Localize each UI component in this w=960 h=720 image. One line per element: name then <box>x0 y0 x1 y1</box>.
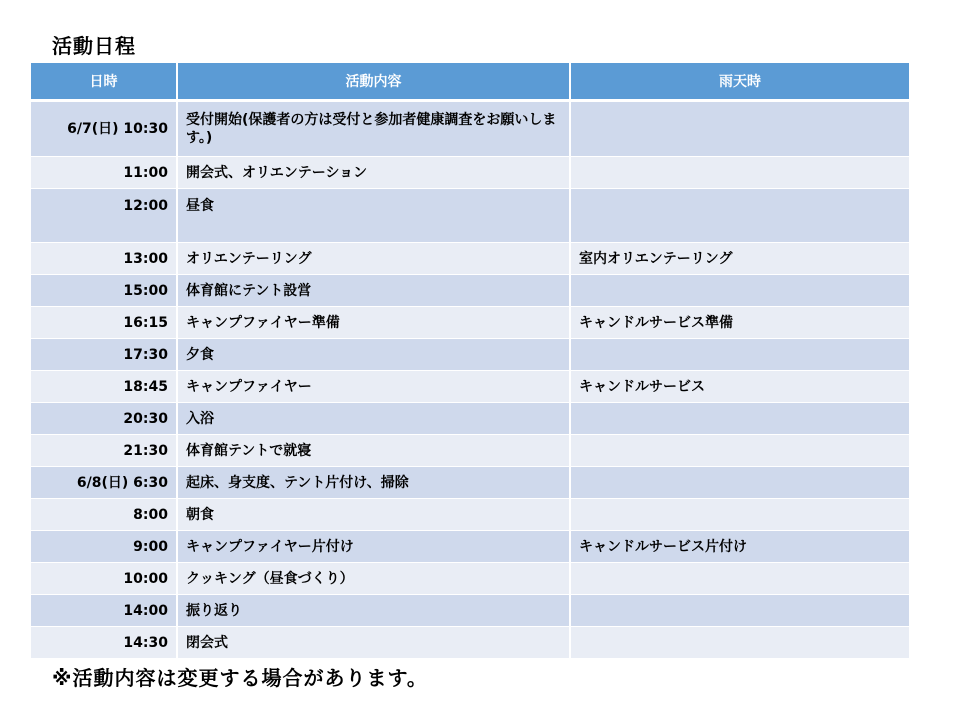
table-row <box>31 403 909 435</box>
cell-time: 13:00 <box>31 243 177 275</box>
cell-activity: 振り返り <box>177 595 570 627</box>
cell-activity: 起床、身支度、テント片付け、掃除 <box>177 467 570 499</box>
cell-rain <box>570 157 909 189</box>
header-activity: 活動内容 <box>177 63 570 101</box>
cell-rain: キャンドルサービス片付け <box>570 531 909 563</box>
table-row <box>31 307 909 339</box>
schedule-table <box>31 63 909 659</box>
cell-rain: キャンドルサービス <box>570 371 909 403</box>
cell-activity: 閉会式 <box>177 627 570 659</box>
cell-rain <box>570 275 909 307</box>
table-row <box>31 189 909 243</box>
cell-rain <box>570 467 909 499</box>
cell-time: 14:30 <box>31 627 177 659</box>
cell-time: 6/7(日) 10:30 <box>31 101 177 157</box>
page-title: 活動日程 <box>52 34 136 58</box>
cell-activity: キャンプファイヤー準備 <box>177 307 570 339</box>
change-notice: ※活動内容は変更する場合があります。 <box>52 666 428 690</box>
table-row <box>31 627 909 659</box>
table-row <box>31 157 909 189</box>
table-row <box>31 371 909 403</box>
cell-rain <box>570 339 909 371</box>
cell-activity: クッキング（昼食づくり） <box>177 563 570 595</box>
cell-time: 6/8(日) 6:30 <box>31 467 177 499</box>
cell-time: 11:00 <box>31 157 177 189</box>
cell-time: 21:30 <box>31 435 177 467</box>
cell-time: 12:00 <box>31 189 177 243</box>
cell-activity: 受付開始(保護者の方は受付と参加者健康調査をお願いします。) <box>177 101 570 157</box>
cell-activity: 夕食 <box>177 339 570 371</box>
table-row <box>31 101 909 157</box>
table-row <box>31 467 909 499</box>
cell-rain <box>570 627 909 659</box>
header-rain: 雨天時 <box>570 63 909 101</box>
table-row <box>31 275 909 307</box>
cell-rain <box>570 499 909 531</box>
cell-activity: 体育館テントで就寝 <box>177 435 570 467</box>
table-row <box>31 531 909 563</box>
cell-activity: 入浴 <box>177 403 570 435</box>
cell-rain <box>570 101 909 157</box>
cell-rain: キャンドルサービス準備 <box>570 307 909 339</box>
cell-time: 8:00 <box>31 499 177 531</box>
cell-time: 9:00 <box>31 531 177 563</box>
cell-activity: 体育館にテント設営 <box>177 275 570 307</box>
cell-time: 10:00 <box>31 563 177 595</box>
cell-time: 16:15 <box>31 307 177 339</box>
table-row <box>31 243 909 275</box>
cell-rain <box>570 189 909 243</box>
cell-activity: キャンプファイヤー <box>177 371 570 403</box>
cell-rain <box>570 563 909 595</box>
cell-time: 17:30 <box>31 339 177 371</box>
cell-time: 14:00 <box>31 595 177 627</box>
cell-time: 20:30 <box>31 403 177 435</box>
table-row <box>31 435 909 467</box>
cell-activity: オリエンテーリング <box>177 243 570 275</box>
header-time: 日時 <box>31 63 177 101</box>
table-row <box>31 563 909 595</box>
cell-activity: キャンプファイヤー片付け <box>177 531 570 563</box>
cell-rain: 室内オリエンテーリング <box>570 243 909 275</box>
table-row <box>31 339 909 371</box>
cell-rain <box>570 403 909 435</box>
cell-time: 18:45 <box>31 371 177 403</box>
cell-activity: 開会式、オリエンテーション <box>177 157 570 189</box>
cell-activity: 昼食 <box>177 189 570 243</box>
table-row <box>31 595 909 627</box>
cell-activity: 朝食 <box>177 499 570 531</box>
cell-time: 15:00 <box>31 275 177 307</box>
cell-rain <box>570 435 909 467</box>
cell-rain <box>570 595 909 627</box>
table-row <box>31 499 909 531</box>
header-row <box>31 63 909 101</box>
